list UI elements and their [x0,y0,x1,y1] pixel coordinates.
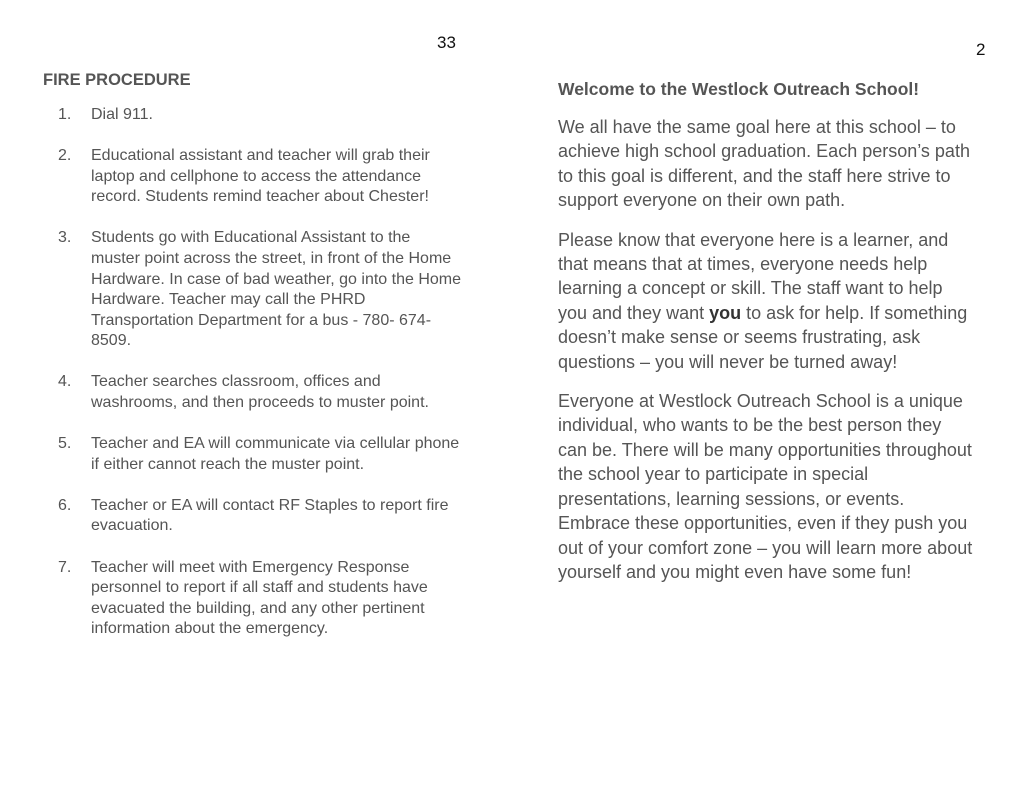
welcome-section [558,77,973,599]
welcome-paragraph-1: We all have the same goal here at this school – to achieve high school graduation. Each person’s path to this goal is different, and the staff here strive to support everyone on their own path. [558,117,970,211]
step-text: Educational assistant and teacher will grab their laptop and cellphone to access the attendance record. Students remind teacher about Chester! [91,147,430,206]
step-number: 1. [58,106,72,123]
emphasis-you: you [709,302,742,323]
welcome-paragraph-3: Everyone at Westlock Outreach School is a unique individual, who wants to be the best person they can be. There will be many opportunities throughout the school year to participate in special presentations, learning sessions, or events. Embrace these opportunities, even if they push you out of your comfort zone – you will learn more about yourself and you might even have some fun! [558,391,973,582]
step-text: Dial 911. [91,106,153,123]
list-item [43,496,463,537]
step-text: Teacher and EA will communicate via cellular phone if either cannot reach the muster point. [91,435,460,473]
paragraph-text: Please know that everyone here is a learner, and that means that at times, everyone needs help learning a concept or skill. The staff want to help you and they want [558,229,949,323]
list-item [43,228,463,352]
fire-procedure-steps [43,105,463,640]
step-text: Teacher or EA will contact RF Staples to report fire evacuation. [91,496,449,535]
list-item [43,372,463,413]
fire-procedure-title: FIRE PROCEDURE [43,71,191,89]
welcome-title: Welcome to the Westlock Outreach School! [558,79,920,99]
page-number-right: 2 [976,40,986,59]
list-item [43,146,463,208]
step-number: 4. [58,373,72,391]
step-number: 7. [58,558,72,576]
step-text: Teacher will meet with Emergency Response personnel to report if all staff and students have evacuated the building, and any other pertinent information about the emergency. [91,558,428,638]
step-number: 3. [58,229,72,247]
step-number: 5. [58,435,72,453]
list-item [43,434,463,475]
step-text: Teacher searches classroom, offices and washrooms, and then proceeds to muster point. [91,373,429,412]
welcome-paragraph-2 [558,228,973,374]
step-number: 2. [58,147,72,165]
page-number-left: 33 [437,33,456,52]
step-text: Students go with Educational Assistant to the muster point across the street, in front of the Home Hardware. In case of bad weather, go into the Home Hardware. Teacher may call the PHRD Transportation Department for a bus - 780- 674-8509. [91,229,461,350]
list-item [43,558,463,640]
list-item [43,105,463,126]
paragraph-text: to ask for help. If something doesn’t make sense or seems frustrating, ask questions – you will never be turned away! [558,302,968,372]
fire-procedure-section [43,71,463,660]
step-number: 6. [58,496,72,514]
